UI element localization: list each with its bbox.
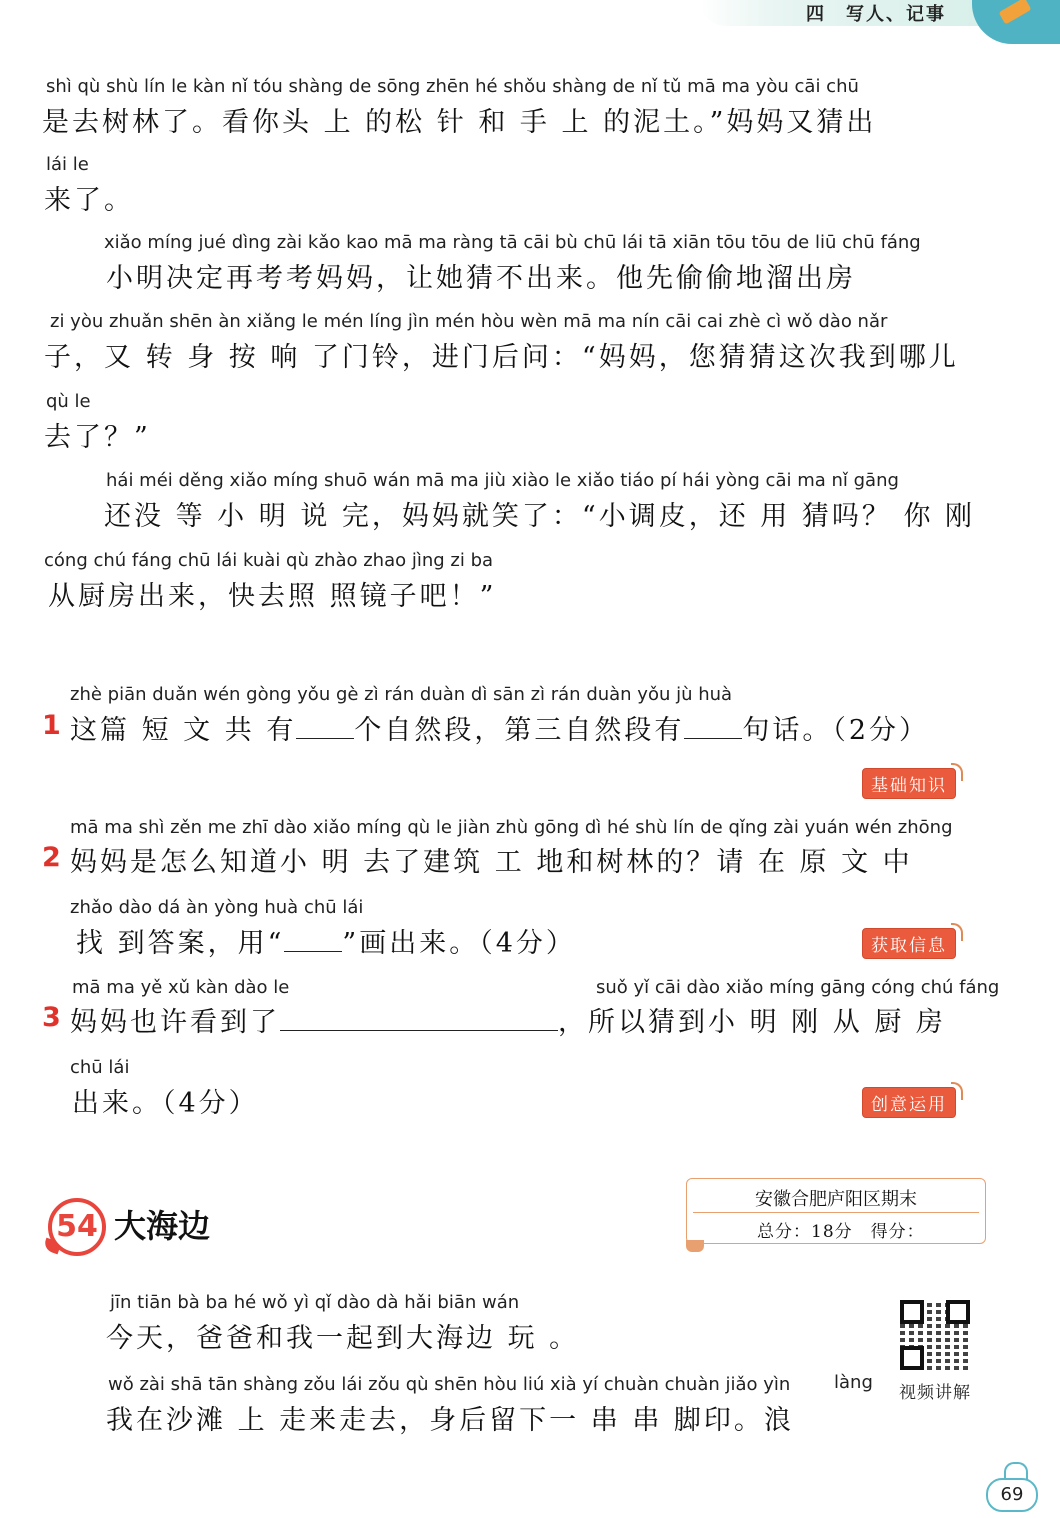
- q3-number: 3: [42, 1002, 61, 1033]
- text-line: 还没 等 小 明 说 完，妈妈就笑了：“小调皮，还 用 猜吗？ 你 刚: [104, 501, 976, 532]
- text-line: 是去树林了。看你头 上 的松 针 和 手 上 的泥土。”妈妈又猜出: [42, 107, 877, 138]
- qr-corner: [946, 1300, 970, 1324]
- page-number: 69: [986, 1478, 1038, 1512]
- pinyin-line: zi yòu zhuǎn shēn àn xiǎng le mén líng jìn mén hòu wèn mā ma nín cāi cai zhè cì wǒ dào nǎr: [50, 311, 888, 332]
- score-line: 总分：18分 得分：: [757, 1222, 925, 1242]
- q1-blank-1[interactable]: [296, 737, 354, 739]
- q3-pinyin: mā ma yě xǔ kàn dào le: [72, 977, 290, 998]
- q1-text: 这篇 短 文 共 有 个自然段，第三自然段有 句话。（2分）: [70, 715, 930, 746]
- pinyin-line: lái le: [46, 154, 89, 175]
- text-line: 从厨房出来，快去照 照镜子吧！”: [48, 581, 497, 612]
- section-title: 大海边: [114, 1207, 211, 1245]
- q2-pinyin: mā ma shì zěn me zhī dào xiǎo míng qù le jiàn zhù gōng dì hé shù lín de qǐng zài yuán wén zhōng: [70, 817, 953, 838]
- q1-blank-2[interactable]: [684, 737, 742, 739]
- tag-basic-knowledge: 基础知识: [862, 768, 956, 799]
- pinyin-line: shì qù shù lín le kàn nǐ tóu shàng de sōng zhēn hé shǒu shàng de nǐ tǔ mā ma yòu cāi chū: [46, 76, 859, 97]
- divider: [693, 1212, 979, 1213]
- pinyin-line: wǒ zài shā tān shàng zǒu lái zǒu qù shēn hòu liú xià yí chuàn chuàn jiǎo yìn: [108, 1374, 791, 1395]
- pinyin-line: xiǎo míng jué dìng zài kǎo kao mā ma ràng tā cāi bù chū lái tā xiān tōu tōu de liū chū fáng: [104, 232, 921, 253]
- text-line: 小明决定再考考妈妈，让她猜不出来。他先偷偷地溜出房: [106, 263, 856, 294]
- pinyin-line-right: làng: [834, 1372, 873, 1393]
- qr-label: 视频讲解: [899, 1383, 971, 1403]
- exam-source: 安徽合肥庐阳区期末: [755, 1189, 917, 1210]
- info-box-tab: [686, 1240, 704, 1252]
- q3-text-2: 出来。（4分）: [72, 1088, 259, 1119]
- section-number: 54: [48, 1198, 106, 1256]
- qr-corner: [900, 1300, 924, 1324]
- text-line: 去了？”: [44, 422, 151, 453]
- tag-creative-use: 创意运用: [862, 1087, 956, 1118]
- pinyin-line: hái méi děng xiǎo míng shuō wán mā ma jiù xiào le xiǎo tiáo pí hái yòng cāi ma nǐ gāng: [106, 470, 899, 491]
- q1-pinyin: zhè piān duǎn wén gòng yǒu gè zì rán duàn dì sān zì rán duàn yǒu jù huà: [70, 684, 733, 705]
- q2-text: 妈妈是怎么知道小 明 去了建筑 工 地和树林的？请 在 原 文 中: [70, 847, 913, 878]
- pinyin-line: qù le: [46, 391, 91, 412]
- q3-blank[interactable]: [280, 1029, 558, 1031]
- text-line: 来了。: [44, 185, 134, 216]
- header-title: 四 写人、记事: [806, 4, 946, 25]
- qr-corner: [900, 1346, 924, 1370]
- q1-number: 1: [42, 710, 61, 741]
- text-line: 我在沙滩 上 走来走去，身后留下一 串 串 脚印。浪: [106, 1405, 794, 1436]
- q2-number: 2: [42, 842, 61, 873]
- q3-pinyin-right: suǒ yǐ cāi dào xiǎo míng gāng cóng chú fáng: [596, 977, 1000, 998]
- pinyin-line: jīn tiān bà ba hé wǒ yì qǐ dào dà hǎi biān wán: [110, 1292, 520, 1313]
- q3-pinyin-2: chū lái: [70, 1057, 130, 1078]
- pinyin-line: cóng chú fáng chū lái kuài qù zhào zhao jìng zi ba: [44, 550, 494, 571]
- score-info-box: [686, 1178, 986, 1244]
- q3-text: 妈妈也许看到了 ，所以猜到小 明 刚 从 厨 房: [70, 1007, 946, 1038]
- text-line: 今天，爸爸和我一起到大海边 玩 。: [106, 1323, 580, 1354]
- tag-get-information: 获取信息: [862, 928, 956, 959]
- text-line: 子，又 转 身 按 响 了门铃，进门后问：“妈妈，您猜猜这次我到哪儿: [44, 342, 959, 373]
- q2-pinyin-2: zhǎo dào dá àn yòng huà chū lái: [70, 897, 364, 918]
- q2-blank[interactable]: [284, 950, 342, 952]
- q2-text-2: 找 到答案，用“ ”画出来。（4分）: [76, 928, 576, 959]
